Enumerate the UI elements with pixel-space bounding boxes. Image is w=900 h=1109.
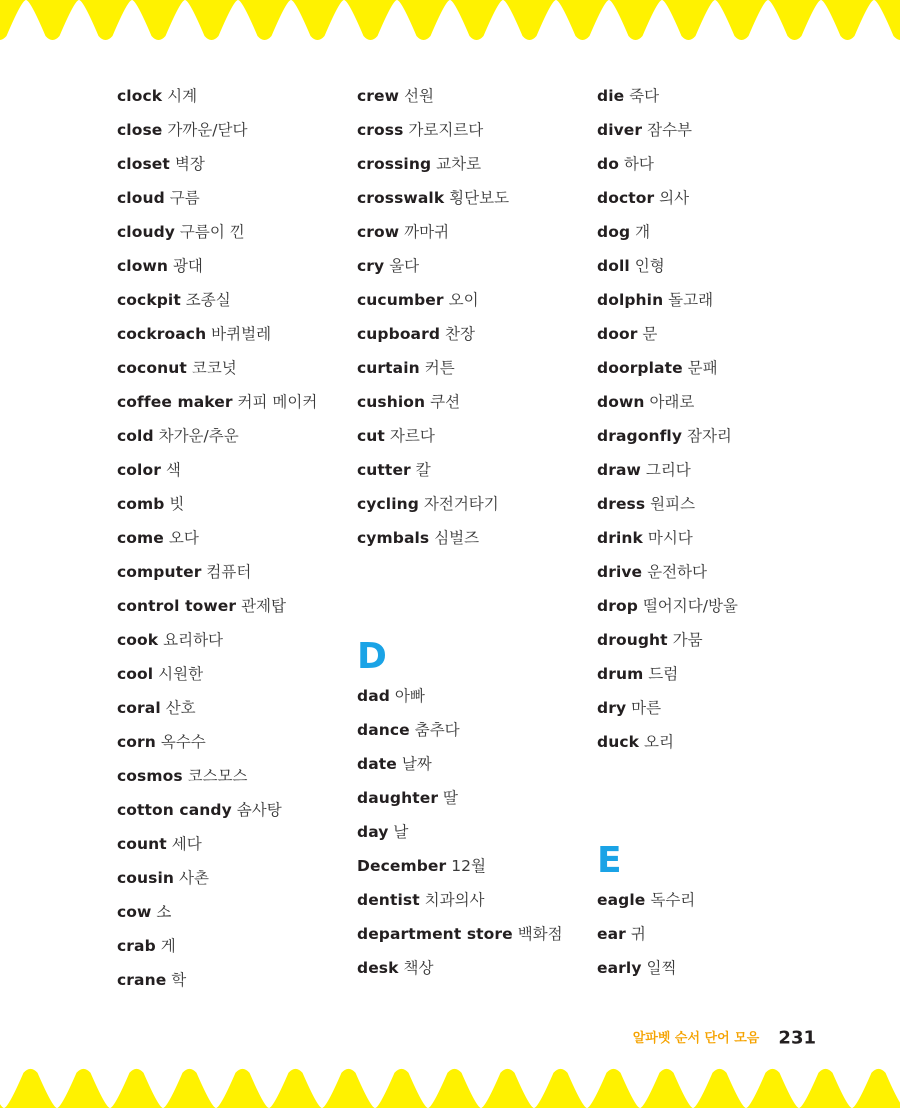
- korean-meaning: 광대: [172, 257, 203, 275]
- word-entry: [117, 895, 357, 929]
- korean-meaning: 잠수부: [647, 121, 693, 139]
- english-word: date: [357, 755, 397, 773]
- english-word: coconut: [117, 359, 187, 377]
- english-word: cycling: [357, 495, 419, 513]
- word-entry: [357, 951, 597, 985]
- word-entry: [357, 215, 597, 249]
- word-entry: [117, 181, 357, 215]
- korean-meaning: 심벌즈: [434, 529, 480, 547]
- word-entry: [117, 79, 357, 113]
- korean-meaning: 12월: [451, 857, 486, 875]
- english-word: color: [117, 461, 161, 479]
- word-entry: [117, 725, 357, 759]
- word-entry: [597, 521, 837, 555]
- word-entry: [597, 147, 837, 181]
- section-heading-d: D: [357, 636, 387, 677]
- word-entry: [357, 113, 597, 147]
- korean-meaning: 쿠션: [430, 393, 461, 411]
- korean-meaning: 치과의사: [424, 891, 485, 909]
- korean-meaning: 인형: [634, 257, 665, 275]
- korean-meaning: 학: [171, 971, 187, 989]
- english-word: daughter: [357, 789, 439, 807]
- word-entry: [597, 589, 837, 623]
- korean-meaning: 빗: [169, 495, 185, 513]
- word-entry: [597, 725, 837, 759]
- korean-meaning: 컴퓨터: [206, 563, 252, 581]
- english-word: clown: [117, 257, 169, 275]
- korean-meaning: 마시다: [647, 529, 693, 547]
- word-entry: [117, 487, 357, 521]
- korean-meaning: 죽다: [629, 87, 660, 105]
- korean-meaning: 구름: [169, 189, 200, 207]
- english-word: cow: [117, 903, 152, 921]
- word-entry: [357, 317, 597, 351]
- korean-meaning: 산호: [165, 699, 196, 717]
- korean-meaning: 잠자리: [686, 427, 732, 445]
- korean-meaning: 게: [160, 937, 176, 955]
- english-word: cool: [117, 665, 154, 683]
- english-word: ear: [597, 925, 626, 943]
- korean-meaning: 소: [156, 903, 172, 921]
- korean-meaning: 마른: [631, 699, 662, 717]
- korean-meaning: 사촌: [178, 869, 209, 887]
- word-entry: [117, 521, 357, 555]
- top-scallop-border: [0, 0, 900, 44]
- english-word: cut: [357, 427, 385, 445]
- word-entry: [117, 453, 357, 487]
- english-word: drought: [597, 631, 668, 649]
- word-entry: [357, 249, 597, 283]
- word-entry: [117, 861, 357, 895]
- word-entry: [597, 691, 837, 725]
- korean-meaning: 바퀴벌레: [211, 325, 272, 343]
- korean-meaning: 오이: [448, 291, 479, 309]
- english-word: come: [117, 529, 164, 547]
- word-entry: [597, 249, 837, 283]
- korean-meaning: 찬장: [445, 325, 475, 343]
- english-word: coffee maker: [117, 393, 233, 411]
- korean-meaning: 가로지르다: [408, 121, 484, 139]
- word-entry: [357, 487, 597, 521]
- korean-meaning: 문: [642, 325, 658, 343]
- word-entry: [117, 147, 357, 181]
- entry-list-d3: [597, 79, 837, 759]
- english-word: corn: [117, 733, 156, 751]
- page-number: 231: [778, 1027, 816, 1049]
- english-word: cotton candy: [117, 801, 232, 819]
- word-entry: [357, 385, 597, 419]
- english-word: dad: [357, 687, 390, 705]
- word-entry: [597, 283, 837, 317]
- korean-meaning: 커튼: [424, 359, 455, 377]
- entry-list-e3: [597, 883, 837, 985]
- english-word: die: [597, 87, 625, 105]
- word-entry: [357, 419, 597, 453]
- english-word: cross: [357, 121, 404, 139]
- word-entry: [357, 917, 597, 951]
- english-word: diver: [597, 121, 643, 139]
- word-entry: [597, 883, 837, 917]
- korean-meaning: 그리다: [645, 461, 691, 479]
- korean-meaning: 책상: [403, 959, 434, 977]
- korean-meaning: 하다: [623, 155, 654, 173]
- english-word: cucumber: [357, 291, 444, 309]
- korean-meaning: 울다: [389, 257, 420, 275]
- word-entry: [597, 419, 837, 453]
- english-word: coral: [117, 699, 161, 717]
- word-entry: [117, 215, 357, 249]
- word-entry: [597, 657, 837, 691]
- korean-meaning: 날짜: [401, 755, 432, 773]
- word-entry: [117, 419, 357, 453]
- korean-meaning: 오리: [643, 733, 674, 751]
- korean-meaning: 돌고래: [668, 291, 714, 309]
- english-word: dog: [597, 223, 631, 241]
- word-entry: [117, 929, 357, 963]
- page-footer: [633, 1024, 816, 1052]
- korean-meaning: 아빠: [394, 687, 425, 705]
- english-word: department store: [357, 925, 513, 943]
- english-word: crossing: [357, 155, 432, 173]
- english-word: cousin: [117, 869, 175, 887]
- word-entry: [357, 351, 597, 385]
- word-column-3: [597, 79, 837, 985]
- korean-meaning: 드럼: [648, 665, 679, 683]
- korean-meaning: 자르다: [389, 427, 435, 445]
- korean-meaning: 관제탑: [241, 597, 286, 615]
- word-entry: [117, 351, 357, 385]
- word-entry: [117, 283, 357, 317]
- word-entry: [357, 713, 597, 747]
- english-word: crab: [117, 937, 156, 955]
- english-word: dragonfly: [597, 427, 683, 445]
- korean-meaning: 코스모스: [187, 767, 248, 785]
- korean-meaning: 백화점: [517, 925, 563, 943]
- word-entry: [597, 181, 837, 215]
- korean-meaning: 솜사탕: [236, 801, 282, 819]
- english-word: door: [597, 325, 638, 343]
- section-heading-e: E: [597, 840, 622, 881]
- korean-meaning: 세다: [171, 835, 202, 853]
- word-entry: [117, 589, 357, 623]
- english-word: drive: [597, 563, 643, 581]
- english-word: cushion: [357, 393, 426, 411]
- word-entry: [597, 79, 837, 113]
- word-entry: [597, 317, 837, 351]
- english-word: doorplate: [597, 359, 683, 377]
- english-word: drink: [597, 529, 643, 547]
- korean-meaning: 원피스: [650, 495, 696, 513]
- entry-list-d2: [357, 679, 597, 985]
- korean-meaning: 떨어지다/방울: [642, 597, 738, 615]
- word-entry: [597, 917, 837, 951]
- english-word: dolphin: [597, 291, 664, 309]
- english-word: cloudy: [117, 223, 175, 241]
- word-column-1: [117, 79, 357, 997]
- word-entry: [117, 963, 357, 997]
- word-entry: [117, 759, 357, 793]
- korean-meaning: 일찍: [646, 959, 677, 977]
- korean-meaning: 차가운/추운: [158, 427, 239, 445]
- korean-meaning: 벽장: [174, 155, 205, 173]
- english-word: curtain: [357, 359, 420, 377]
- english-word: down: [597, 393, 645, 411]
- entry-list-c2: [357, 79, 597, 555]
- english-word: cupboard: [357, 325, 441, 343]
- english-word: crow: [357, 223, 400, 241]
- korean-meaning: 아래로: [649, 393, 695, 411]
- entry-list-c1: [117, 79, 357, 997]
- english-word: comb: [117, 495, 165, 513]
- word-entry: [117, 249, 357, 283]
- english-word: cosmos: [117, 767, 183, 785]
- korean-meaning: 날: [393, 823, 409, 841]
- english-word: cockroach: [117, 325, 207, 343]
- korean-meaning: 가까운/닫다: [167, 121, 248, 139]
- word-entry: [597, 623, 837, 657]
- english-word: drum: [597, 665, 644, 683]
- word-entry: [117, 113, 357, 147]
- korean-meaning: 오다: [168, 529, 199, 547]
- korean-meaning: 독수리: [650, 891, 696, 909]
- word-entry: [597, 385, 837, 419]
- korean-meaning: 커피 메이커: [237, 393, 318, 411]
- korean-meaning: 요리하다: [163, 631, 224, 649]
- english-word: close: [117, 121, 163, 139]
- word-entry: [357, 747, 597, 781]
- korean-meaning: 의사: [659, 189, 690, 207]
- word-entry: [357, 883, 597, 917]
- word-entry: [117, 623, 357, 657]
- english-word: dry: [597, 699, 627, 717]
- english-word: cymbals: [357, 529, 430, 547]
- word-entry: [357, 147, 597, 181]
- word-entry: [357, 181, 597, 215]
- english-word: December: [357, 857, 447, 875]
- english-word: computer: [117, 563, 202, 581]
- word-entry: [597, 215, 837, 249]
- korean-meaning: 횡단보도: [449, 189, 510, 207]
- english-word: dress: [597, 495, 646, 513]
- word-entry: [357, 453, 597, 487]
- english-word: dentist: [357, 891, 420, 909]
- word-entry: [357, 781, 597, 815]
- english-word: clock: [117, 87, 163, 105]
- word-entry: [117, 691, 357, 725]
- korean-meaning: 자전거타기: [423, 495, 499, 513]
- english-word: cook: [117, 631, 159, 649]
- word-entry: [357, 679, 597, 713]
- word-entry: [117, 657, 357, 691]
- word-entry: [597, 113, 837, 147]
- english-word: crosswalk: [357, 189, 445, 207]
- word-entry: [357, 521, 597, 555]
- english-word: cutter: [357, 461, 411, 479]
- korean-meaning: 운전하다: [647, 563, 708, 581]
- korean-meaning: 조종실: [185, 291, 231, 309]
- word-entry: [117, 793, 357, 827]
- english-word: cold: [117, 427, 154, 445]
- korean-meaning: 문패: [687, 359, 718, 377]
- word-entry: [117, 385, 357, 419]
- english-word: cloud: [117, 189, 165, 207]
- korean-meaning: 시계: [167, 87, 198, 105]
- word-entry: [597, 487, 837, 521]
- word-entry: [357, 849, 597, 883]
- korean-meaning: 딸: [443, 789, 459, 807]
- word-entry: [117, 317, 357, 351]
- english-word: crew: [357, 87, 400, 105]
- english-word: day: [357, 823, 389, 841]
- korean-meaning: 귀: [630, 925, 646, 943]
- korean-meaning: 색: [165, 461, 181, 479]
- korean-meaning: 옥수수: [160, 733, 206, 751]
- korean-meaning: 구름이 낀: [179, 223, 245, 241]
- footer-title: 알파벳 순서 단어 모음: [632, 1030, 760, 1046]
- word-entry: [597, 453, 837, 487]
- korean-meaning: 가뭄: [672, 631, 703, 649]
- english-word: crane: [117, 971, 167, 989]
- english-word: do: [597, 155, 619, 173]
- english-word: desk: [357, 959, 399, 977]
- korean-meaning: 코코넛: [191, 359, 237, 377]
- korean-meaning: 개: [635, 223, 651, 241]
- english-word: eagle: [597, 891, 646, 909]
- word-entry: [597, 351, 837, 385]
- korean-meaning: 까마귀: [404, 223, 450, 241]
- word-column-2: [357, 79, 597, 985]
- korean-meaning: 시원한: [158, 665, 204, 683]
- word-entry: [357, 283, 597, 317]
- english-word: dance: [357, 721, 410, 739]
- english-word: count: [117, 835, 167, 853]
- english-word: cry: [357, 257, 385, 275]
- english-word: doctor: [597, 189, 655, 207]
- korean-meaning: 칼: [415, 461, 431, 479]
- english-word: early: [597, 959, 642, 977]
- korean-meaning: 선원: [404, 87, 434, 105]
- korean-meaning: 춤추다: [414, 721, 460, 739]
- english-word: drop: [597, 597, 638, 615]
- word-entry: [597, 951, 837, 985]
- english-word: cockpit: [117, 291, 181, 309]
- korean-meaning: 교차로: [436, 155, 482, 173]
- english-word: closet: [117, 155, 170, 173]
- english-word: doll: [597, 257, 630, 275]
- word-entry: [357, 79, 597, 113]
- english-word: control tower: [117, 597, 237, 615]
- word-entry: [117, 555, 357, 589]
- english-word: duck: [597, 733, 640, 751]
- word-entry: [357, 815, 597, 849]
- word-entry: [117, 827, 357, 861]
- bottom-scallop-border: [0, 1064, 900, 1108]
- english-word: draw: [597, 461, 641, 479]
- word-entry: [597, 555, 837, 589]
